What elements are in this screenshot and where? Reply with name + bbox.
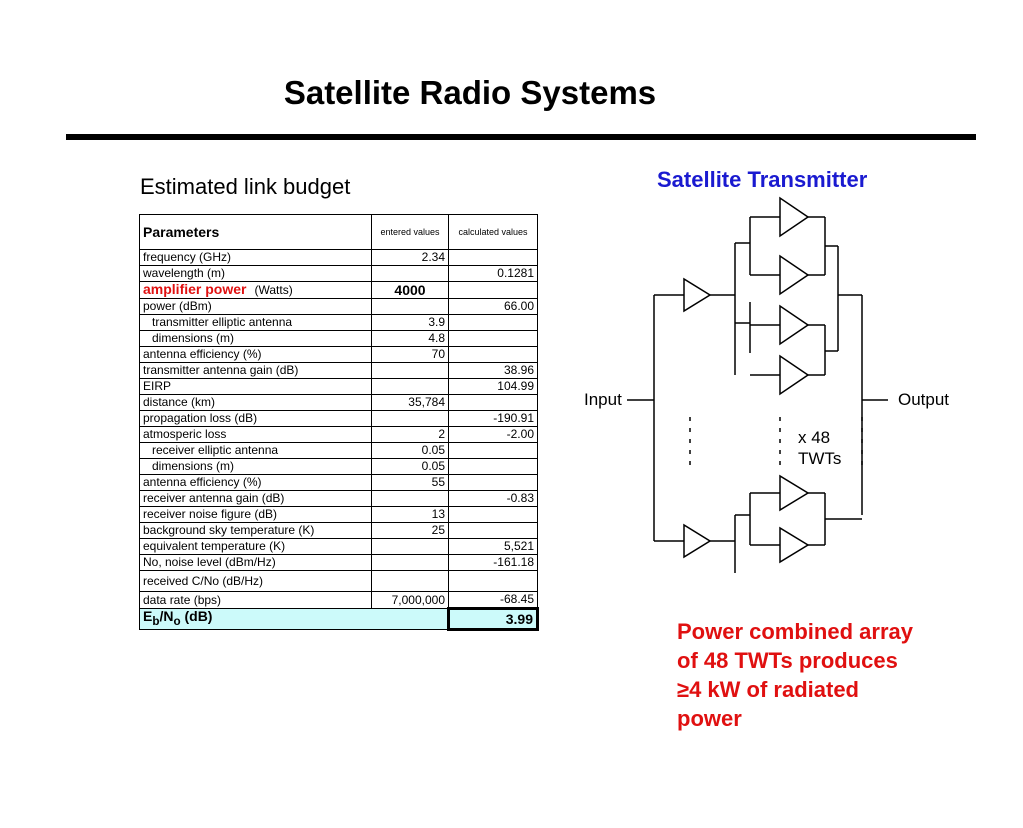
entered-cell: 7,000,000: [372, 592, 449, 609]
entered-cell: 0.05: [372, 443, 449, 459]
header-calculated: calculated values: [449, 215, 538, 250]
calculated-cell: -0.83: [449, 491, 538, 507]
table-row: [140, 379, 538, 395]
calculated-cell: -161.18: [449, 555, 538, 571]
calculated-cell: [449, 395, 538, 411]
entered-cell: [372, 411, 449, 427]
title-divider: [66, 134, 976, 140]
table-row: [140, 443, 538, 459]
table-row: [140, 250, 538, 266]
param-cell: frequency (GHz): [140, 250, 372, 266]
table-row: [140, 523, 538, 539]
param-cell: data rate (bps): [140, 592, 372, 609]
slide-title: Satellite Radio Systems: [283, 74, 657, 111]
param-cell: dimensions (m): [140, 459, 372, 475]
entered-cell: 2: [372, 427, 449, 443]
calculated-cell: [449, 571, 538, 592]
param-cell: atmosperic loss: [140, 427, 372, 443]
table-row: [140, 592, 538, 609]
table-row: [140, 459, 538, 475]
calculated-cell: [449, 250, 538, 266]
calculated-cell: 5,521: [449, 539, 538, 555]
entered-cell: 70: [372, 347, 449, 363]
param-cell: [140, 282, 372, 299]
entered-cell: [372, 491, 449, 507]
param-cell: transmitter antenna gain (dB): [140, 363, 372, 379]
calculated-cell: [449, 443, 538, 459]
entered-cell: 4.8: [372, 331, 449, 347]
table-row: [140, 571, 538, 592]
table-row: [140, 555, 538, 571]
table-row: [140, 315, 538, 331]
driver-amplifier-1: [684, 279, 710, 311]
calculated-cell: 38.96: [449, 363, 538, 379]
twt-amplifier: [780, 356, 808, 394]
table-row: [140, 266, 538, 282]
entered-cell: 35,784: [372, 395, 449, 411]
entered-cell: 0.05: [372, 459, 449, 475]
calculated-cell: [449, 523, 538, 539]
entered-cell: 13: [372, 507, 449, 523]
table-row: [140, 282, 538, 299]
param-cell: distance (km): [140, 395, 372, 411]
table-row: [140, 539, 538, 555]
param-cell: antenna efficiency (%): [140, 347, 372, 363]
eb-no-label: $E_b/N_o$ (dB): [140, 609, 449, 630]
table-row: [140, 507, 538, 523]
param-cell: equivalent temperature (K): [140, 539, 372, 555]
calculated-cell: 66.00: [449, 299, 538, 315]
param-cell: dimensions (m): [140, 331, 372, 347]
twt-amplifier: [780, 528, 808, 562]
eb-no-row: [140, 609, 538, 630]
input-label: Input: [584, 390, 622, 409]
calculated-cell: [449, 459, 538, 475]
twt-amplifier: [780, 256, 808, 294]
entered-cell: [372, 266, 449, 282]
twt-count-label: x 48: [798, 428, 831, 447]
header-entered: entered values: [372, 215, 449, 250]
calculated-cell: [449, 331, 538, 347]
param-cell: received C/No (dB/Hz): [140, 571, 372, 592]
param-cell: propagation loss (dB): [140, 411, 372, 427]
table-row: [140, 331, 538, 347]
twt-amplifier: [780, 306, 808, 344]
driver-amplifier-2: [684, 525, 710, 557]
param-cell: background sky temperature (K): [140, 523, 372, 539]
calculated-cell: 0.1281: [449, 266, 538, 282]
calculated-cell: -190.91: [449, 411, 538, 427]
entered-cell: [372, 363, 449, 379]
entered-cell: [372, 555, 449, 571]
entered-cell: 25: [372, 523, 449, 539]
entered-cell: [372, 379, 449, 395]
amplifier-power-unit: (Watts): [254, 283, 293, 297]
entered-cell: 2.34: [372, 250, 449, 266]
twt-count-unit: TWTs: [798, 449, 842, 468]
table-row: [140, 363, 538, 379]
entered-cell[interactable]: 4000: [372, 282, 449, 299]
entered-cell: [372, 571, 449, 592]
table-row: [140, 411, 538, 427]
calculated-cell: [449, 282, 538, 299]
table-row: [140, 299, 538, 315]
calculated-cell: [449, 475, 538, 491]
param-cell: receiver antenna gain (dB): [140, 491, 372, 507]
table-header-row: [140, 215, 538, 250]
table-row: [140, 427, 538, 443]
twt-array-diagram: [580, 195, 970, 585]
param-cell: receiver noise figure (dB): [140, 507, 372, 523]
table-row: [140, 347, 538, 363]
param-cell: power (dBm): [140, 299, 372, 315]
calculated-cell: -68.45: [449, 592, 538, 609]
twt-amplifier: [780, 476, 808, 510]
entered-cell: 55: [372, 475, 449, 491]
section-subtitle: Estimated link budget: [140, 174, 351, 199]
summary-text: Power combined array of 48 TWTs produces ≥4 kW of radiated power: [677, 619, 913, 731]
header-parameters: Parameters: [140, 215, 372, 250]
calculated-cell: 104.99: [449, 379, 538, 395]
output-label: Output: [898, 390, 950, 409]
diagram-title: Satellite Transmitter: [657, 167, 868, 192]
param-cell: wavelength (m): [140, 266, 372, 282]
entered-cell: [372, 299, 449, 315]
param-cell: transmitter elliptic antenna: [140, 315, 372, 331]
calculated-cell: [449, 315, 538, 331]
entered-cell: 3.9: [372, 315, 449, 331]
table-row: [140, 475, 538, 491]
param-cell: No, noise level (dBm/Hz): [140, 555, 372, 571]
table-row: [140, 491, 538, 507]
table-row: [140, 395, 538, 411]
param-cell: antenna efficiency (%): [140, 475, 372, 491]
eb-no-value: 3.99: [449, 609, 538, 630]
calculated-cell: -2.00: [449, 427, 538, 443]
entered-cell: [372, 539, 449, 555]
twt-amplifier: [780, 198, 808, 236]
param-cell: EIRP: [140, 379, 372, 395]
amplifier-power-label: amplifier power: [143, 281, 247, 297]
calculated-cell: [449, 347, 538, 363]
link-budget-table: [139, 214, 539, 631]
param-cell: receiver elliptic antenna: [140, 443, 372, 459]
calculated-cell: [449, 507, 538, 523]
